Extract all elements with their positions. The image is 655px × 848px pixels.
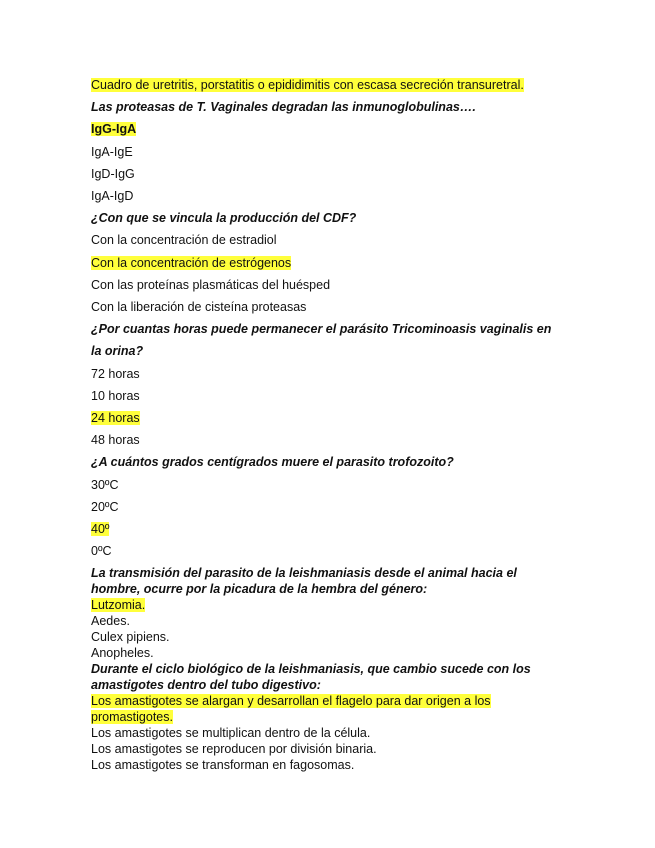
q5-option-1-correct: Lutzomia. <box>91 598 146 613</box>
q4-option-4: 0ºC <box>91 544 112 559</box>
q6-option-1-correct-line-1: Los amastigotes se alargan y desarrollan el flagelo para dar origen a los <box>91 694 491 709</box>
q1-option-4: IgA-IgD <box>91 189 134 204</box>
q2-option-4: Con la liberación de cisteína proteasas <box>91 300 307 315</box>
q6-option-1-correct-line-2: promastigotes. <box>91 710 173 725</box>
q4-option-1: 30ºC <box>91 477 119 492</box>
q6-option-3: Los amastigotes se reproducen por división binaria. <box>91 742 377 757</box>
q5-option-2: Aedes. <box>91 614 130 629</box>
question-3-line-2: la orina? <box>91 344 144 359</box>
q3-option-2: 10 horas <box>91 388 140 403</box>
q1-option-2: IgA-IgE <box>91 144 133 159</box>
question-5-line-2: hombre, ocurre por la picadura de la hembra del género: <box>91 582 428 597</box>
q5-option-3: Culex pipiens. <box>91 630 170 645</box>
q3-option-4: 48 horas <box>91 433 140 448</box>
question-6-line-2: amastigotes dentro del tubo digestivo: <box>91 678 321 693</box>
question-2: ¿Con que se vincula la producción del CDF? <box>91 211 357 226</box>
q6-option-2: Los amastigotes se multiplican dentro de la célula. <box>91 726 371 741</box>
q3-option-3-correct: 24 horas <box>91 411 140 426</box>
q1-option-3: IgD-IgG <box>91 166 135 181</box>
document-page <box>91 74 571 773</box>
q4-option-3-correct: 40º <box>91 522 110 537</box>
q4-option-2: 20ºC <box>91 499 119 514</box>
intro-text: Cuadro de uretritis, porstatitis o epididimitis con escasa secreción transuretral. <box>91 78 524 92</box>
question-5-line-1: La transmisión del parasito de la leishmaniasis desde el animal hacia el <box>91 566 517 581</box>
q2-option-1: Con la concentración de estradiol <box>91 233 277 248</box>
q2-option-2-correct: Con la concentración de estrógenos <box>91 255 292 270</box>
question-3-line-1: ¿Por cuantas horas puede permanecer el parásito Tricominoasis vaginalis en <box>91 322 552 337</box>
question-4: ¿A cuántos grados centígrados muere el parasito trofozoito? <box>91 455 454 470</box>
second-block <box>91 565 571 773</box>
q3-option-1: 72 horas <box>91 366 140 381</box>
q1-option-1-correct: IgG-IgA <box>91 122 137 137</box>
q2-option-3: Con las proteínas plasmáticas del huésped <box>91 277 331 292</box>
question-1: Las proteasas de T. Vaginales degradan las inmunoglobulinas…. <box>91 100 476 115</box>
q6-option-4: Los amastigotes se transforman en fagosomas. <box>91 758 355 773</box>
q5-option-4: Anopheles. <box>91 646 154 661</box>
question-6-line-1: Durante el ciclo biológico de la leishmaniasis, que cambio sucede con los <box>91 662 531 677</box>
